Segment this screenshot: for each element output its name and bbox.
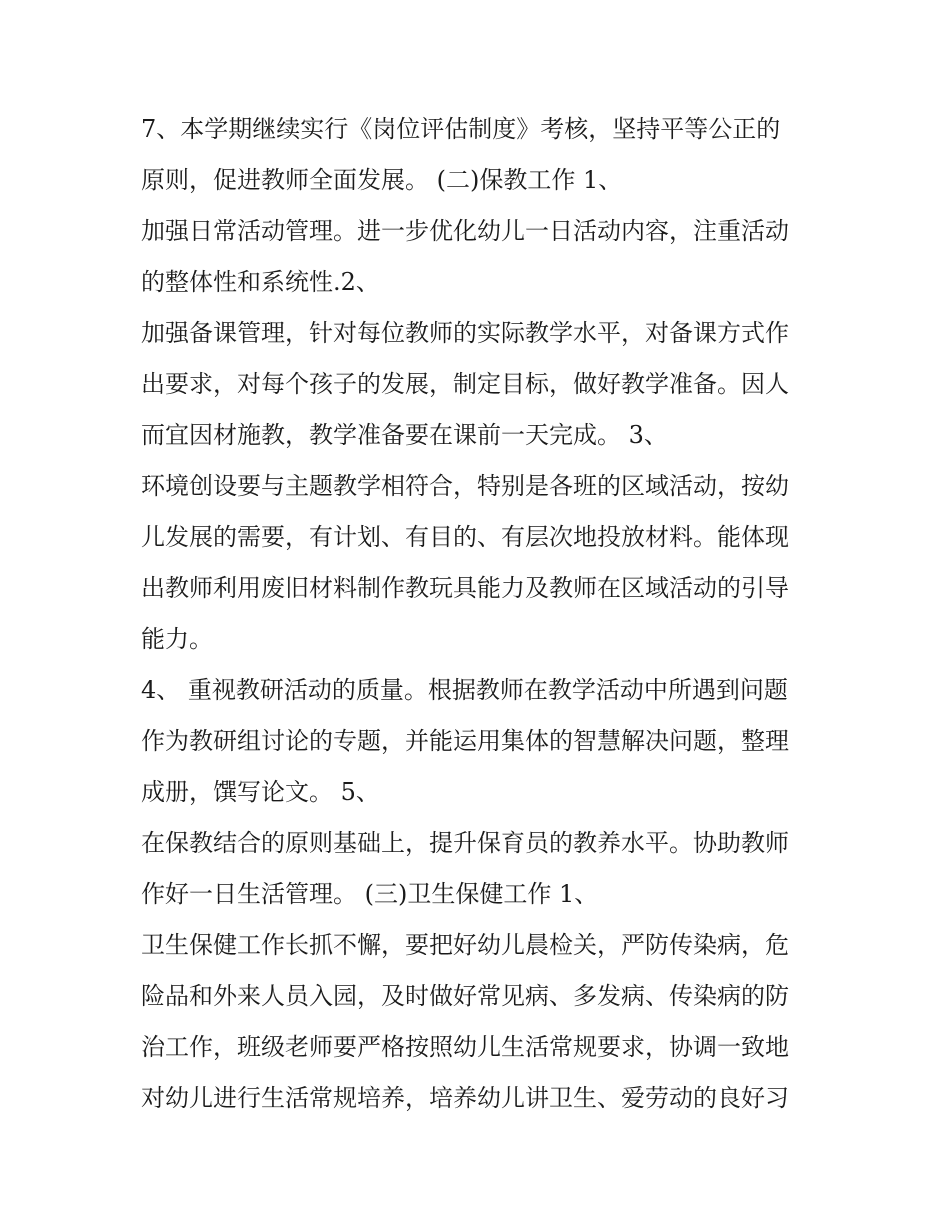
document-body [141, 104, 821, 1124]
text-line: 作为教研组讨论的专题，并能运用集体的智慧解决问题，整理 [141, 727, 789, 755]
text-line: 对幼儿进行生活常规培养，培养幼儿讲卫生、爱劳动的良好习 [141, 1084, 789, 1112]
text-line: 在保教结合的原则基础上，提升保育员的教养水平。协助教师 [141, 829, 789, 857]
text-line: 原则，促进教师全面发展。 (二)保教工作 1、 [141, 166, 623, 194]
text-line: 而宜因材施教，教学准备要在课前一天完成。 3、 [141, 421, 668, 449]
text-line: 环境创设要与主题教学相符合，特别是各班的区域活动，按幼 [141, 472, 789, 500]
text-line: 7、本学期继续实行《岗位评估制度》考核，坚持平等公正的 [141, 115, 781, 143]
text-line: 卫生保健工作长抓不懈，要把好幼儿晨检关，严防传染病，危 [141, 931, 789, 959]
text-line: 险品和外来人员入园，及时做好常见病、多发病、传染病的防 [141, 982, 789, 1010]
text-line: 儿发展的需要，有计划、有目的、有层次地投放材料。能体现 [141, 523, 789, 551]
text-line: 加强日常活动管理。进一步优化幼儿一日活动内容，注重活动 [141, 217, 789, 245]
text-line: 出教师利用废旧材料制作教玩具能力及教师在区域活动的引导 [141, 574, 789, 602]
text-line: 作好一日生活管理。 (三)卫生保健工作 1、 [141, 880, 599, 908]
text-line: 能力。 [141, 625, 213, 653]
text-line: 4、 重视教研活动的质量。根据教师在教学活动中所遇到问题 [141, 676, 788, 704]
text-line: 出要求，对每个孩子的发展，制定目标，做好教学准备。因人 [141, 370, 789, 398]
text-line: 的整体性和系统性.2、 [141, 268, 380, 296]
text-line: 治工作，班级老师要严格按照幼儿生活常规要求，协调一致地 [141, 1033, 789, 1061]
text-line: 加强备课管理，针对每位教师的实际教学水平，对备课方式作 [141, 319, 789, 347]
text-line: 成册，馔写论文。 5、 [141, 778, 380, 806]
